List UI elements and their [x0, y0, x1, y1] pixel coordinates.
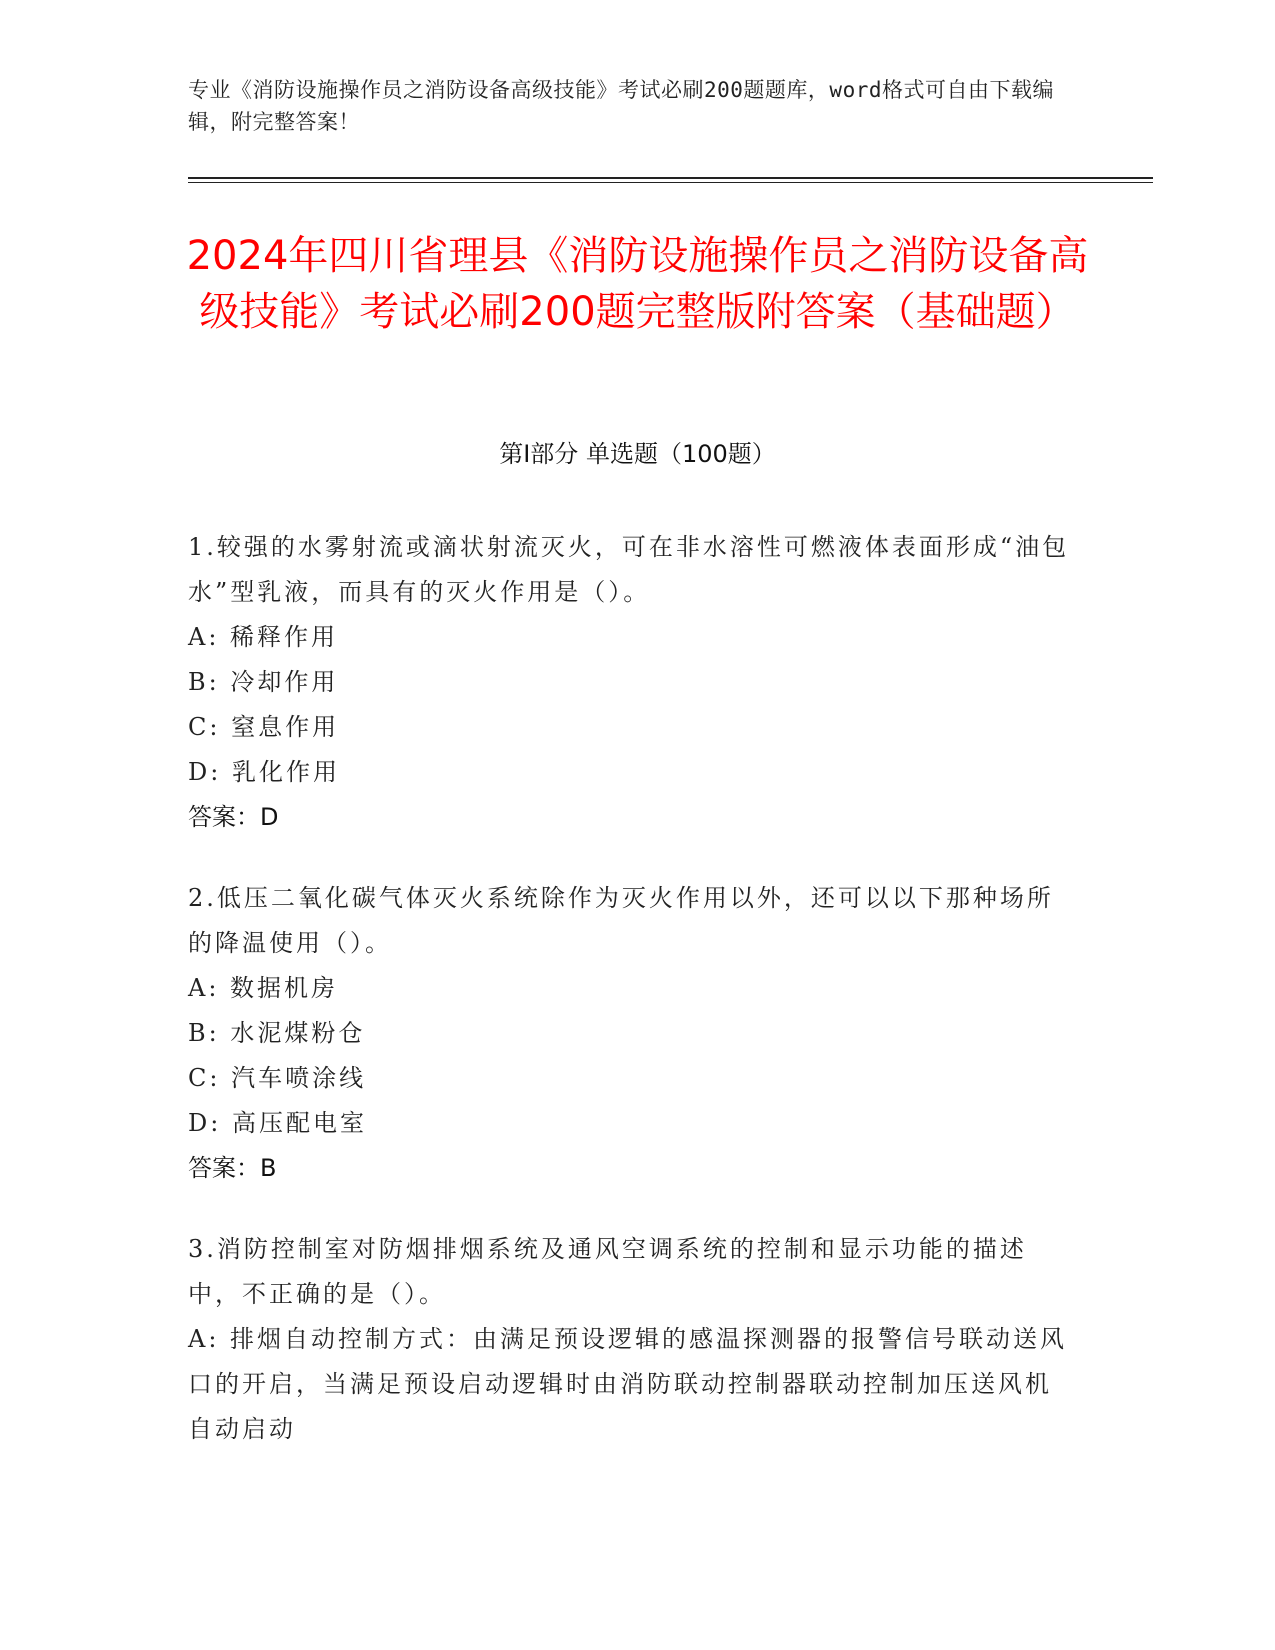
- question-2: [188, 876, 1078, 1191]
- question-text: 3.消防控制室对防烟排烟系统及通风空调系统的控制和显示功能的描述中，不正确的是（）。: [188, 1235, 1027, 1308]
- question-3: [188, 1227, 1078, 1452]
- option-b: B: 冷却作用: [188, 668, 339, 696]
- answer-line: 答案：D: [188, 803, 279, 831]
- question-text: 2.低压二氧化碳气体灭火系统除作为灭火作用以外，还可以以下那种场所的降温使用（）。: [188, 884, 1054, 957]
- answer-line: 答案：B: [188, 1154, 277, 1182]
- header-divider-thin: [188, 182, 1153, 183]
- option-c: C: 窒息作用: [188, 713, 340, 741]
- question-text: 1.较强的水雾射流或滴状射流灭火，可在非水溶性可燃液体表面形成“油包水”型乳液，而具有的灭火作用是（）。: [188, 533, 1070, 606]
- header-divider-thick: [188, 177, 1153, 179]
- option-d: D: 乳化作用: [188, 758, 340, 786]
- document-title: 2024年四川省理县《消防设施操作员之消防设备高级技能》考试必刷200题完整版附答案（基础题）: [186, 233, 1089, 335]
- option-a: A: 排烟自动控制方式：由满足预设逻辑的感温探测器的报警信号联动送风口的开启，当满足预设启动逻辑时由消防联动控制器联动控制加压送风机自动启动: [188, 1325, 1068, 1443]
- option-a: A: 稀释作用: [188, 623, 339, 651]
- option-c: C: 汽车喷涂线: [188, 1064, 367, 1092]
- option-d: D: 高压配电室: [188, 1109, 367, 1137]
- option-a: A: 数据机房: [188, 974, 339, 1002]
- header-note: 专业《消防设施操作员之消防设备高级技能》考试必刷200题题库，word格式可自由下载编辑，附完整答案！: [188, 78, 1054, 134]
- question-list: [188, 525, 1078, 1488]
- section-heading: 第I部分 单选题（100题）: [499, 440, 776, 468]
- option-b: B: 水泥煤粉仓: [188, 1019, 366, 1047]
- question-1: [188, 525, 1078, 840]
